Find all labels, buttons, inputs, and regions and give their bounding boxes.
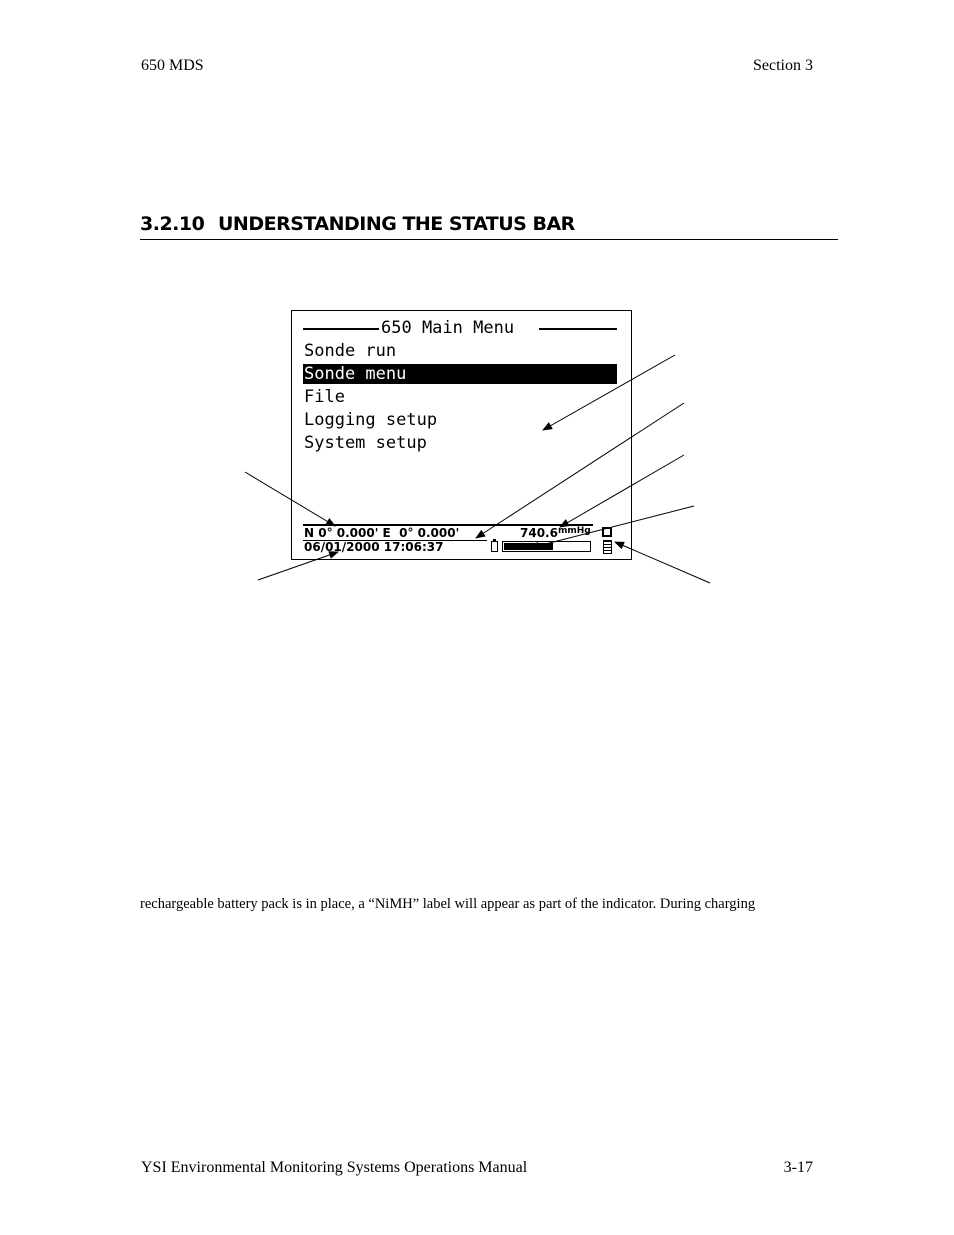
body-text-line: rechargeable battery pack is in place, a “NiMH” label will appear as part of the indicator. During charging (140, 896, 756, 912)
arrow-gps (476, 403, 684, 538)
menu-item-system-setup: System setup (304, 433, 427, 453)
menu-item-file: File (304, 387, 345, 407)
arrow-menu-area (543, 355, 675, 430)
arrow-status-left (245, 472, 335, 526)
date-time-readout: 06/01/2000 17:06:37 (304, 540, 444, 554)
page-number: 3-17 (783, 1159, 813, 1176)
running-header-left: 650 MDS (141, 57, 204, 74)
menu-item-logging-setup: Logging setup (304, 410, 438, 430)
gps-readout: N 0° 0.000' E 0° 0.000' (304, 526, 460, 540)
barometer-value: 740.6 (520, 526, 558, 540)
arrow-barometer (560, 455, 684, 527)
menu-title: 650 Main Menu (381, 318, 515, 338)
menu-item-sonde-run: Sonde run (304, 341, 397, 361)
arrow-card-icon (615, 542, 710, 583)
section-number: 3.2.10 (140, 213, 205, 235)
arrow-date-time (258, 552, 338, 580)
arrow-battery (530, 506, 694, 548)
running-footer-left: YSI Environmental Monitoring Systems Operations Manual (141, 1159, 528, 1176)
running-header-right: Section 3 (753, 57, 813, 74)
barometer-unit: mmHg (558, 526, 591, 536)
menu-item-sonde-menu: Sonde menu (303, 364, 617, 384)
section-title: UNDERSTANDING THE STATUS BAR (218, 213, 575, 235)
